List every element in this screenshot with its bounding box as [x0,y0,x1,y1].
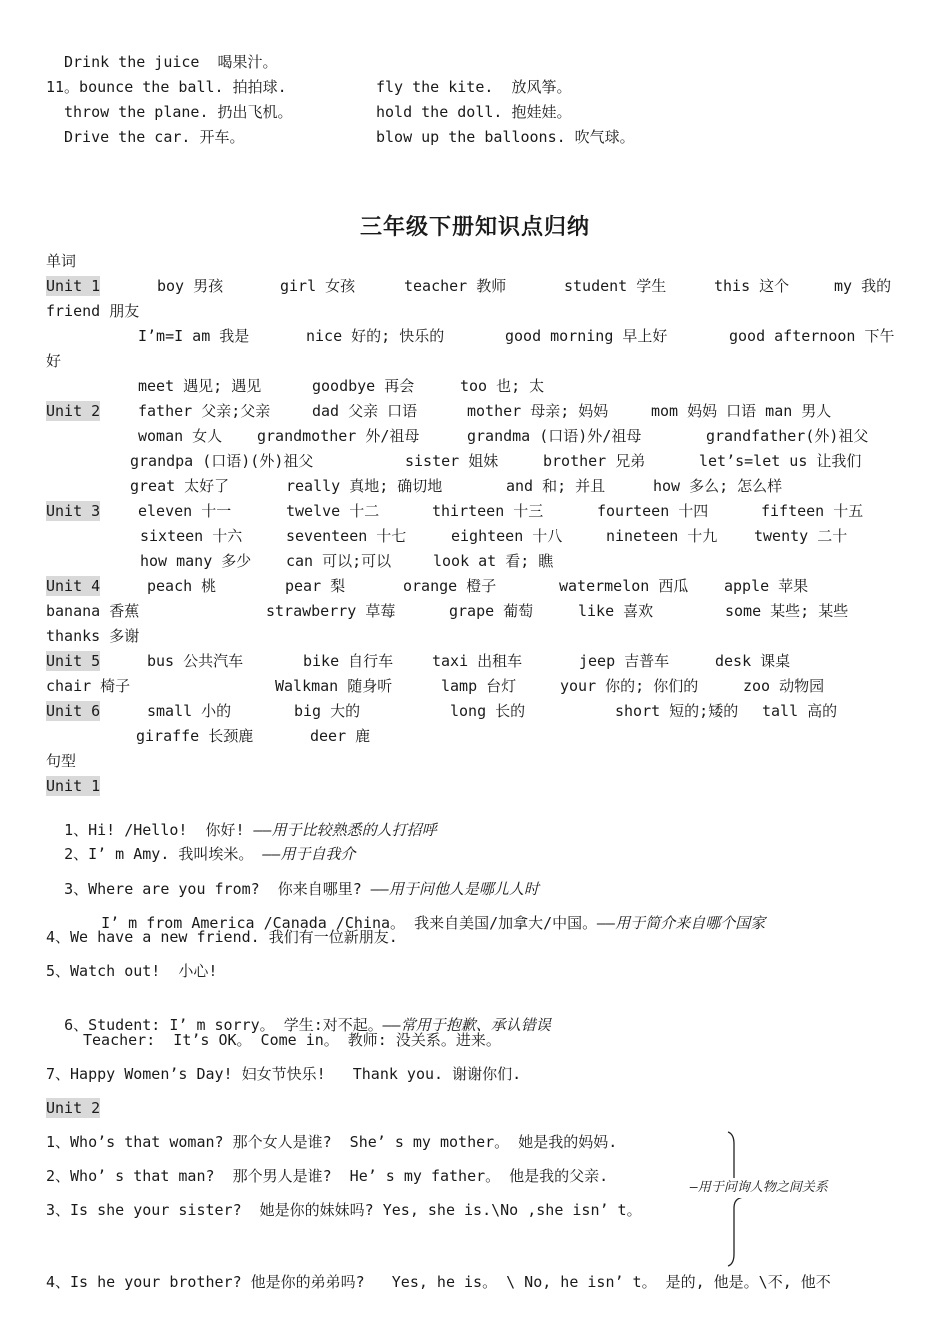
vocab-unit6-label: Unit 6 [46,702,101,720]
vocab-word: mom 妈妈 口语 man 男人 [651,402,832,420]
relation-note: —用于问询人物之间关系 [690,1178,828,1198]
sentence-line [83,893,766,932]
vocab-word: how 多么; 怎么样 [653,477,783,495]
vocab-word: good morning 早上好 [505,327,668,345]
sentence-line: Teacher: It’s OK。 Come in。 教师: 没关系。进来。 [83,1031,501,1049]
vocab-word: brother 兄弟 [543,452,646,470]
vocab-word: strawberry 草莓 [266,602,396,620]
top-line-plane: throw the plane. 扔出飞机。 [64,103,293,121]
vocab-word: banana 香蕉 [46,602,140,620]
sentence-note: ——用于比较熟悉的人打招呼 [253,821,437,839]
sentences-unit1-label: Unit 1 [46,777,101,795]
vocab-word: Walkman 随身听 [275,677,393,695]
top-line-doll: hold the doll. 抱娃娃。 [376,103,572,121]
sentence-note: ——常用于抱歉、承认错误 [382,1016,551,1034]
vocab-word: how many 多少 [140,552,252,570]
vocab-word: this 这个 [714,277,790,295]
vocab-word: let’s=let us 让我们 [699,452,862,470]
vocab-word: my 我的 [834,277,892,295]
sentence-line: 4、Is he your brother? 他是你的弟弟吗? Yes, he is。 \ No, he isn’ t。 是的, 他是。\不, 他不 [46,1273,831,1291]
vocab-word: desk 课桌 [715,652,791,670]
vocab-word: grandma (口语)外/祖母 [467,427,642,445]
vocab-word: really 真地; 确切地 [286,477,443,495]
vocab-word: big 大的 [294,702,361,720]
vocab-word: bus 公共汽车 [147,652,244,670]
vocab-word: mother 母亲; 妈妈 [467,402,609,420]
vocab-word: too 也; 太 [460,377,545,395]
sentence-note: ——用于简介来自哪个国家 [597,914,766,932]
sentence-text: 2、I’ m Amy. 我叫埃米。 [64,845,254,863]
top-line-car: Drive the car. 开车。 [64,128,245,146]
vocab-word: deer 鹿 [310,727,371,745]
vocab-word: like 喜欢 [578,602,654,620]
vocab-word: sixteen 十六 [140,527,243,545]
sentence-line: 5、Watch out! 小心! [46,962,218,980]
sentence-note: ——用于自我介 [262,845,356,863]
vocab-word: some 某些; 某些 [725,602,849,620]
vocab-word: seventeen 十七 [286,527,407,545]
vocab-word: grandfather(外)祖父 [706,427,869,445]
sentences-heading: 句型 [46,752,77,770]
vocab-word: short 短的;矮的 [615,702,739,720]
vocab-word: grape 葡萄 [449,602,534,620]
sentence-line: 2、Who’ s that man? 那个男人是谁? He’ s my father。 他是我的父亲. [46,1167,609,1185]
vocab-word: great 太好了 [130,477,230,495]
vocab-word: peach 桃 [147,577,217,595]
vocab-word: can 可以;可以 [286,552,392,570]
vocab-word: thirteen 十三 [432,502,544,520]
vocab-word: good afternoon 下午 [729,327,895,345]
sentence-line: 7、Happy Women’s Day! 妇女节快乐! Thank you. 谢谢你们. [46,1065,522,1083]
vocab-unit2-label: Unit 2 [46,402,101,420]
vocab-word: nineteen 十九 [606,527,718,545]
vocab-unit4-label: Unit 4 [46,577,101,595]
vocab-word: chair 椅子 [46,677,131,695]
vocab-word: long 长的 [450,702,526,720]
vocab-word: I’m=I am 我是 [138,327,250,345]
vocab-word: dad 父亲 口语 [312,402,418,420]
brace-bracket [720,1130,750,1270]
vocab-word: bike 自行车 [303,652,394,670]
top-line-bounce: 11。bounce the ball. 拍拍球. [46,78,287,96]
sentence-note: ——用于问他人是哪儿人时 [370,880,539,898]
page-title: 三年级下册知识点归纳 [359,215,590,240]
vocab-heading: 单词 [46,252,77,270]
vocab-word: apple 苹果 [724,577,809,595]
top-line-kite: fly the kite. 放风筝。 [376,78,572,96]
vocab-word: woman 女人 [138,427,223,445]
vocab-word: sister 姐妹 [405,452,499,470]
sentence-text: 6、Student: I’ m sorry。 学生:对不起。 [64,1016,383,1034]
vocab-word: eleven 十一 [138,502,232,520]
vocab-word: zoo 动物园 [743,677,825,695]
vocab-word: jeep 吉普车 [579,652,670,670]
vocab-word: twenty 二十 [754,527,848,545]
vocab-word: taxi 出租车 [432,652,523,670]
vocab-word: twelve 十二 [286,502,380,520]
sentence-text: 3、Where are you from? 你来自哪里? [64,880,362,898]
vocab-word: boy 男孩 [157,277,224,295]
vocab-word: orange 橙子 [403,577,497,595]
vocab-word: small 小的 [147,702,232,720]
vocab-word: fourteen 十四 [597,502,709,520]
vocab-word: teacher 教师 [404,277,507,295]
top-line-juice: Drink the juice 喝果汁。 [64,53,278,71]
vocab-word: giraffe 长颈鹿 [136,727,254,745]
sentence-line [46,859,539,898]
vocab-word: fifteen 十五 [761,502,864,520]
vocab-word: girl 女孩 [280,277,356,295]
vocab-word: 好 [46,352,62,370]
top-line-balloons: blow up the balloons. 吹气球。 [376,128,635,146]
vocab-word: thanks 多谢 [46,627,140,645]
vocab-word: student 学生 [564,277,667,295]
vocab-unit1-label: Unit 1 [46,277,101,295]
vocab-word: your 你的; 你们的 [560,677,699,695]
vocab-word: tall 高的 [762,702,838,720]
vocab-word: friend 朋友 [46,302,140,320]
sentence-line: 1、Who’s that woman? 那个女人是谁? She’ s my mother。 她是我的妈妈. [46,1133,618,1151]
vocab-word: father 父亲;父亲 [138,402,271,420]
vocab-unit3-label: Unit 3 [46,502,101,520]
vocab-unit5-label: Unit 5 [46,652,101,670]
sentences-unit2-label: Unit 2 [46,1099,101,1117]
vocab-word: grandpa (口语)(外)祖父 [130,452,314,470]
vocab-word: eighteen 十八 [451,527,563,545]
sentence-text: I’ m from America /Canada /China。 我来自美国/加拿大/中国。 [101,914,598,932]
sentence-line: 3、Is she your sister? 她是你的妹妹吗? Yes, she is.\No ,she isn’ t。 [46,1201,642,1219]
sentence-line [46,800,437,839]
vocab-word: and 和; 并且 [506,477,606,495]
vocab-word: lamp 台灯 [441,677,517,695]
vocab-word: nice 好的; 快乐的 [306,327,445,345]
vocab-word: watermelon 西瓜 [559,577,689,595]
vocab-word: grandmother 外/祖母 [257,427,420,445]
sentence-line: 4、We have a new friend. 我们有一位新朋友. [46,928,398,946]
vocab-word: look at 看; 瞧 [433,552,554,570]
sentence-text: 1、Hi! /Hello! 你好! [64,821,245,839]
vocab-word: goodbye 再会 [312,377,415,395]
sentence-line [46,995,551,1034]
sentence-line [46,824,356,863]
vocab-word: meet 遇见; 遇见 [138,377,262,395]
vocab-word: pear 梨 [285,577,346,595]
